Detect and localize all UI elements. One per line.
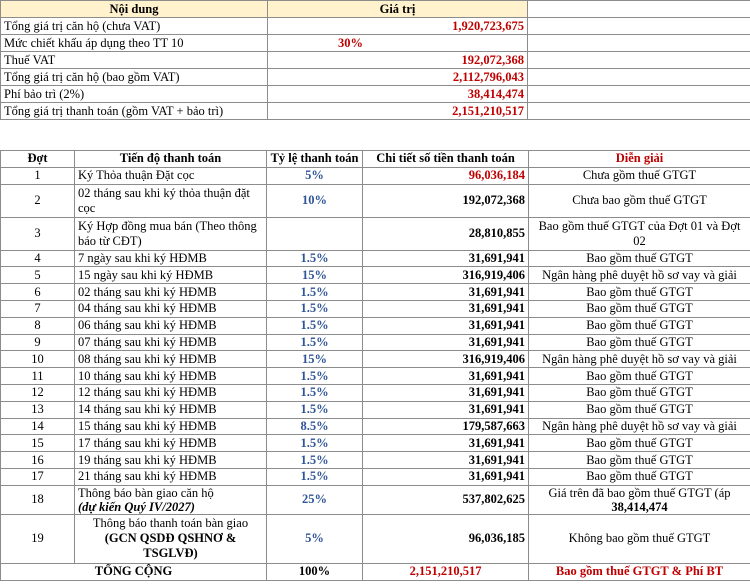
phase-cell: 12 [1,384,75,401]
note-cell: Bao gồm thuế GTGT [529,317,750,334]
progress-cell: 15 tháng sau khi ký HĐMB [75,418,267,435]
summary-value: 1,920,723,675 [268,18,528,35]
note-cell: Ngân hàng phê duyệt hồ sơ vay và giải [529,418,750,435]
amount-cell: 31,691,941 [363,317,529,334]
summary-header-row [1,1,750,18]
note-cell [529,485,750,514]
table-row [1,368,750,385]
progress-cell: 7 ngày sau khi ký HĐMB [75,250,267,267]
progress-cell [75,485,267,514]
rate-cell: 1.5% [267,452,363,469]
note-line: Giá trên đã bao gồm thuế GTGT (áp [548,485,731,500]
summary-value: 2,112,796,043 [268,69,528,86]
phase-cell: 7 [1,300,75,317]
progress-cell: 10 tháng sau khi ký HĐMB [75,368,267,385]
rate-cell: 15% [267,267,363,284]
note-cell: Bao gồm thuế GTGT của Đợt 01 và Đợt 02 [529,217,750,250]
progress-cell: 21 tháng sau khi ký HĐMB [75,468,267,485]
summary-empty-cell [528,35,750,52]
amount-cell: 96,036,184 [363,167,529,184]
amount-cell: 316,919,406 [363,267,529,284]
phase-cell: 11 [1,368,75,385]
table-row [1,384,750,401]
table-row [1,418,750,435]
phase-cell: 8 [1,317,75,334]
schedule-rows [1,167,750,485]
amount-cell: 31,691,941 [363,250,529,267]
summary-row [1,52,750,69]
rate-cell: 1.5% [267,300,363,317]
total-rate: 100% [267,563,363,580]
phase-cell: 15 [1,435,75,452]
amount-cell: 31,691,941 [363,284,529,301]
phase-cell: 2 [1,184,75,217]
phase-cell: 4 [1,250,75,267]
rate-cell: 1.5% [267,468,363,485]
table-row [1,184,750,217]
summary-empty-cell [528,1,750,18]
summary-row [1,69,750,86]
payment-schedule-table [0,150,750,581]
progress-line: TSGLVĐ) [143,546,198,561]
note-cell: Bao gồm thuế GTGT [529,250,750,267]
phase-cell: 17 [1,468,75,485]
table-row [1,514,750,563]
note-cell: Bao gồm thuế GTGT [529,435,750,452]
amount-cell: 28,810,855 [363,217,529,250]
phase-cell: 13 [1,401,75,418]
summary-label: Tổng giá trị căn hộ (chưa VAT) [1,18,268,35]
rate-cell: 1.5% [267,401,363,418]
note-cell: Chưa bao gồm thuế GTGT [529,184,750,217]
amount-cell: 31,691,941 [363,368,529,385]
schedule-header-row [1,151,750,168]
rate-cell [267,217,363,250]
rate-cell: 1.5% [267,250,363,267]
note-cell: Ngân hàng phê duyệt hồ sơ vay và giải [529,267,750,284]
note-cell: Ngân hàng phê duyệt hồ sơ vay và giải [529,351,750,368]
amount-cell: 316,919,406 [363,351,529,368]
progress-cell: 15 ngày sau khi ký HĐMB [75,267,267,284]
summary-label: Tổng giá trị thanh toán (gồm VAT + bảo trì) [1,103,268,120]
amount-cell: 31,691,941 [363,468,529,485]
table-row [1,250,750,267]
table-row [1,435,750,452]
table-row [1,334,750,351]
progress-cell: 04 tháng sau khi ký HĐMB [75,300,267,317]
note-cell: Bao gồm thuế GTGT [529,284,750,301]
col-phase: Đợt [1,151,75,168]
total-amount: 2,151,210,517 [363,563,529,580]
summary-row [1,103,750,120]
progress-line: (dự kiến Quý IV/2027) [78,499,195,514]
progress-cell: 12 tháng sau khi ký HĐMB [75,384,267,401]
note-cell: Bao gồm thuế GTGT [529,401,750,418]
phase-cell: 18 [1,485,75,514]
rate-cell: 8.5% [267,418,363,435]
rate-cell: 1.5% [267,384,363,401]
summary-value: 2,151,210,517 [268,103,528,120]
col-progress: Tiến độ thanh toán [75,151,267,168]
progress-cell: 08 tháng sau khi ký HĐMB [75,351,267,368]
amount-cell: 31,691,941 [363,334,529,351]
progress-cell: 02 tháng sau khi ký thỏa thuận đặt cọc [75,184,267,217]
summary-label: Thuế VAT [1,52,268,69]
table-row [1,284,750,301]
summary-label: Tổng giá trị căn hộ (bao gồm VAT) [1,69,268,86]
rate-cell: 1.5% [267,334,363,351]
summary-table [0,0,750,120]
summary-empty-cell [528,69,750,86]
summary-empty-cell [528,103,750,120]
amount-cell: 31,691,941 [363,384,529,401]
amount-cell: 537,802,625 [363,485,529,514]
col-amount: Chi tiết số tiền thanh toán [363,151,529,168]
rate-cell: 1.5% [267,368,363,385]
progress-cell: 02 tháng sau khi ký HĐMB [75,284,267,301]
rate-cell: 1.5% [267,317,363,334]
summary-empty-cell [528,86,750,103]
phase-cell: 19 [1,514,75,563]
table-row [1,217,750,250]
summary-label: Phí bảo trì (2%) [1,86,268,103]
col-rate: Tỷ lệ thanh toán [267,151,363,168]
table-row [1,351,750,368]
summary-label: Mức chiết khấu áp dụng theo TT 10 [1,35,268,52]
phase-cell: 1 [1,167,75,184]
note-cell: Bao gồm thuế GTGT [529,468,750,485]
note-line: 38,414,474 [611,499,668,514]
summary-empty-cell [528,18,750,35]
note-cell: Chưa gồm thuế GTGT [529,167,750,184]
progress-cell: 17 tháng sau khi ký HĐMB [75,435,267,452]
table-row [1,485,750,514]
summary-row [1,18,750,35]
progress-cell: Ký Thỏa thuận Đặt cọc [75,167,267,184]
table-row [1,300,750,317]
amount-cell: 31,691,941 [363,452,529,469]
phase-cell: 9 [1,334,75,351]
progress-cell: 19 tháng sau khi ký HĐMB [75,452,267,469]
phase-cell: 14 [1,418,75,435]
phase-cell: 16 [1,452,75,469]
table-row [1,267,750,284]
table-row [1,401,750,418]
phase-cell: 6 [1,284,75,301]
total-row [1,563,750,580]
table-row [1,317,750,334]
rate-cell: 15% [267,351,363,368]
summary-value: 38,414,474 [268,86,528,103]
amount-cell: 31,691,941 [363,401,529,418]
phase-cell: 3 [1,217,75,250]
progress-cell: 14 tháng sau khi ký HĐMB [75,401,267,418]
note-cell: Bao gồm thuế GTGT [529,334,750,351]
note-cell: Bao gồm thuế GTGT [529,300,750,317]
progress-line: Thông báo bàn giao căn hộ [78,485,214,500]
progress-cell: 06 tháng sau khi ký HĐMB [75,317,267,334]
amount-cell: 31,691,941 [363,435,529,452]
col-note: Diễn giải [529,151,750,168]
summary-col-content: Nội dung [1,1,268,18]
note-cell: Bao gồm thuế GTGT [529,452,750,469]
amount-cell: 192,072,368 [363,184,529,217]
amount-cell: 96,036,185 [363,514,529,563]
progress-line: Thông báo thanh toán bàn giao [92,516,249,531]
table-row [1,468,750,485]
note-cell: Không bao gồm thuế GTGT [529,514,750,563]
summary-row [1,86,750,103]
rate-cell: 1.5% [267,284,363,301]
rate-cell: 5% [267,167,363,184]
progress-cell: Ký Hợp đồng mua bán (Theo thông báo từ CĐT) [75,217,267,250]
note-cell: Bao gồm thuế GTGT [529,368,750,385]
rate-cell: 10% [267,184,363,217]
amount-cell: 31,691,941 [363,300,529,317]
rate-cell: 5% [267,514,363,563]
phase-cell: 10 [1,351,75,368]
progress-cell [75,514,267,563]
summary-empty-cell [528,52,750,69]
progress-cell: 07 tháng sau khi ký HĐMB [75,334,267,351]
progress-line: (GCN QSDĐ QSHNƠ & [104,531,237,546]
table-row [1,452,750,469]
summary-value: 192,072,368 [268,52,528,69]
total-label: TỔNG CỘNG [1,563,267,580]
total-note: Bao gồm thuế GTGT & Phí BT [529,563,750,580]
note-cell: Bao gồm thuế GTGT [529,384,750,401]
summary-value: 30% [268,35,528,52]
table-row [1,167,750,184]
summary-row [1,35,750,52]
rate-cell: 1.5% [267,435,363,452]
rate-cell: 25% [267,485,363,514]
phase-cell: 5 [1,267,75,284]
summary-col-value: Giá trị [268,1,528,18]
amount-cell: 179,587,663 [363,418,529,435]
